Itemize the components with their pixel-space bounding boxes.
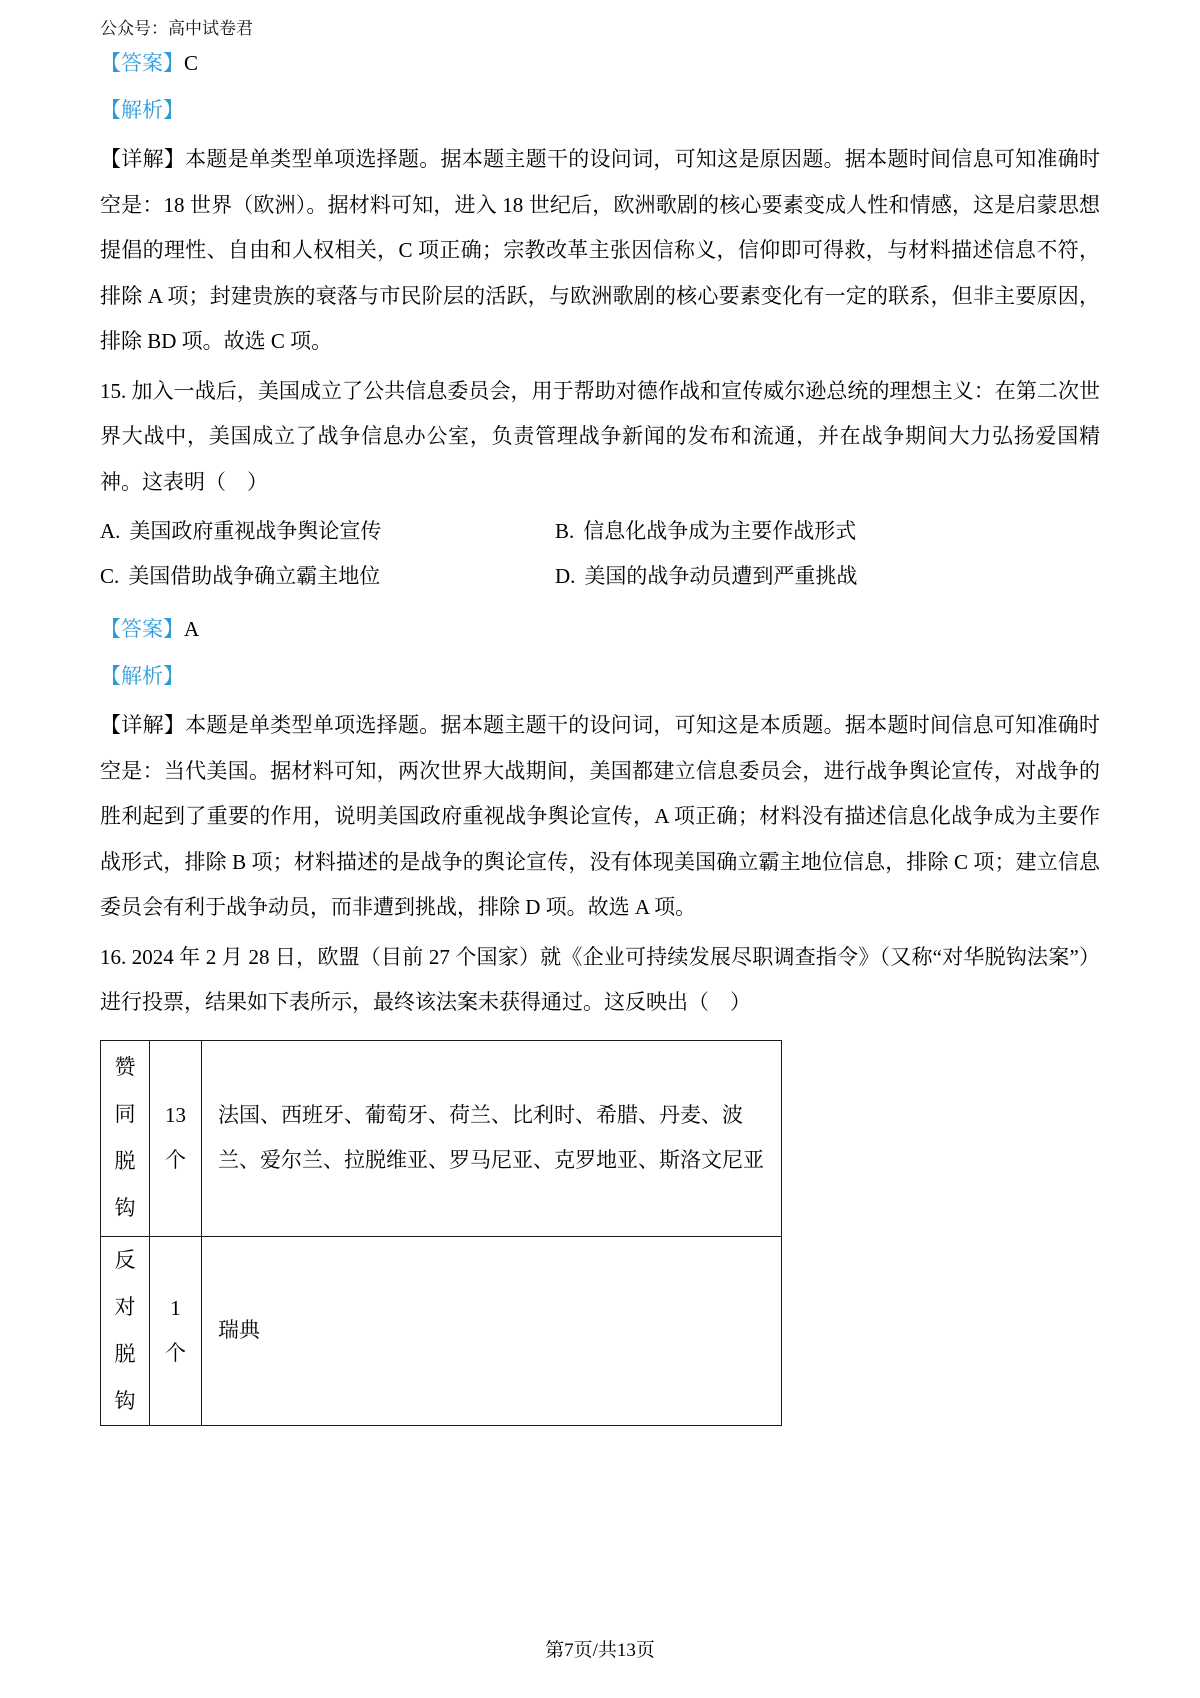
q15-answer-line: [100, 607, 1100, 652]
oppose-countries-cell: [202, 1236, 782, 1425]
option-b-key: B.: [555, 519, 575, 543]
table-row-oppose: [101, 1236, 782, 1425]
detail-text: 本题是单类型单项选择题。据本题主题干的设问词，可知这是本质题。据本题时间信息可知准确时空是：当代美国。据材料可知，两次世界大战期间，美国都建立信息委员会，进行战争舆论宣传，对战争的胜利起到了重要的作用，说明美国政府重视战争舆论宣传，A 项正确；材料没有描述信息化战争成为主要作战形式，排除 B 项；材料描述的是战争的舆论宣传，没有体现美国确立霸主地位信息，排除 C 项；建立信息委员会有利于战争动员，而非遭到挑战，排除 D 项。故选 A 项。: [100, 713, 1101, 919]
option-a: [100, 509, 555, 554]
q14-detail-paragraph: [100, 137, 1100, 365]
row-content: 法国、西班牙、葡萄牙、荷兰、比利时、希腊、丹麦、波兰、爱尔兰、拉脱维亚、罗马尼亚、克罗地亚、斯洛文尼亚: [218, 1103, 764, 1172]
option-c-text: 美国借助战争确立霸主地位: [128, 564, 381, 588]
row-label: 赞同脱钩: [114, 1055, 136, 1220]
document-content: [0, 41, 1200, 1426]
answer-value: A: [184, 617, 200, 641]
row-label: 反对脱钩: [114, 1247, 136, 1413]
q16-stem: 16. 2024 年 2 月 28 日，欧盟（目前 27 个国家）就《企业可持续发展尽职调查指令》（又称“对华脱钩法案”）进行投票，结果如下表所示，最终该法案未获得通过。这反映出（ ）: [100, 944, 1100, 1014]
answer-label: 【答案】: [100, 51, 184, 75]
q15-options: [100, 509, 1100, 599]
option-d: [555, 554, 1100, 599]
row-content: 瑞典: [218, 1318, 260, 1342]
option-a-text: 美国政府重视战争舆论宣传: [129, 519, 382, 543]
agree-label-cell: [101, 1040, 150, 1236]
option-c: [100, 554, 555, 599]
q15-detail-paragraph: [100, 703, 1100, 931]
page-header: [0, 0, 1200, 39]
count-unit: 个: [165, 1148, 186, 1172]
oppose-count-cell: [150, 1236, 202, 1425]
option-a-key: A.: [100, 519, 121, 543]
option-c-key: C.: [100, 564, 120, 588]
answer-value: C: [184, 51, 199, 75]
row-count: [150, 1286, 201, 1376]
oppose-label-cell: [101, 1236, 150, 1425]
vote-result-table: [100, 1040, 782, 1426]
q14-answer-line: [100, 41, 1100, 86]
header-text: 公众号：高中试卷君: [100, 19, 253, 38]
option-b: [555, 509, 1100, 554]
q15-stem: 15. 加入一战后，美国成立了公共信息委员会，用于帮助对德作战和宣传威尔逊总统的理想主义：在第二次世界大战中，美国成立了战争信息办公室，负责管理战争新闻的发布和流通，并在战争期间大力弘扬爱国精神。这表明（ ）: [100, 378, 1100, 494]
detail-label: 【详解】: [100, 147, 186, 171]
row-count: [150, 1093, 201, 1183]
option-d-key: D.: [555, 564, 576, 588]
q14-analysis-label: 【解析】: [100, 98, 184, 122]
option-d-text: 美国的战争动员遭到严重挑战: [584, 564, 858, 588]
q15-analysis-label: 【解析】: [100, 664, 184, 688]
detail-label: 【详解】: [100, 713, 186, 737]
count-number: 1: [170, 1295, 181, 1320]
count-unit: 个: [165, 1340, 186, 1365]
agree-countries-cell: [202, 1040, 782, 1236]
page-footer: 第7页/共13页: [545, 1640, 655, 1661]
answer-label: 【答案】: [100, 617, 184, 641]
detail-text: 本题是单类型单项选择题。据本题主题干的设问词，可知这是原因题。据本题时间信息可知准确时空是：18 世界（欧洲）。据材料可知，进入 18 世纪后，欧洲歌剧的核心要素变成人性和情感，这是启蒙思想提倡的理性、自由和人权相关，C 项正确；宗教改革主张因信称义，信仰即可得救，与材料描述信息不符，排除 A 项；封建贵族的衰落与市民阶层的活跃，与欧洲歌剧的核心要素变化有一定的联系，但非主要原因，排除 BD 项。故选 C 项。: [100, 147, 1101, 353]
table-row-agree: [101, 1040, 782, 1236]
count-number: 13: [165, 1103, 186, 1127]
option-b-text: 信息化战争成为主要作战形式: [583, 519, 857, 543]
agree-count-cell: [150, 1040, 202, 1236]
